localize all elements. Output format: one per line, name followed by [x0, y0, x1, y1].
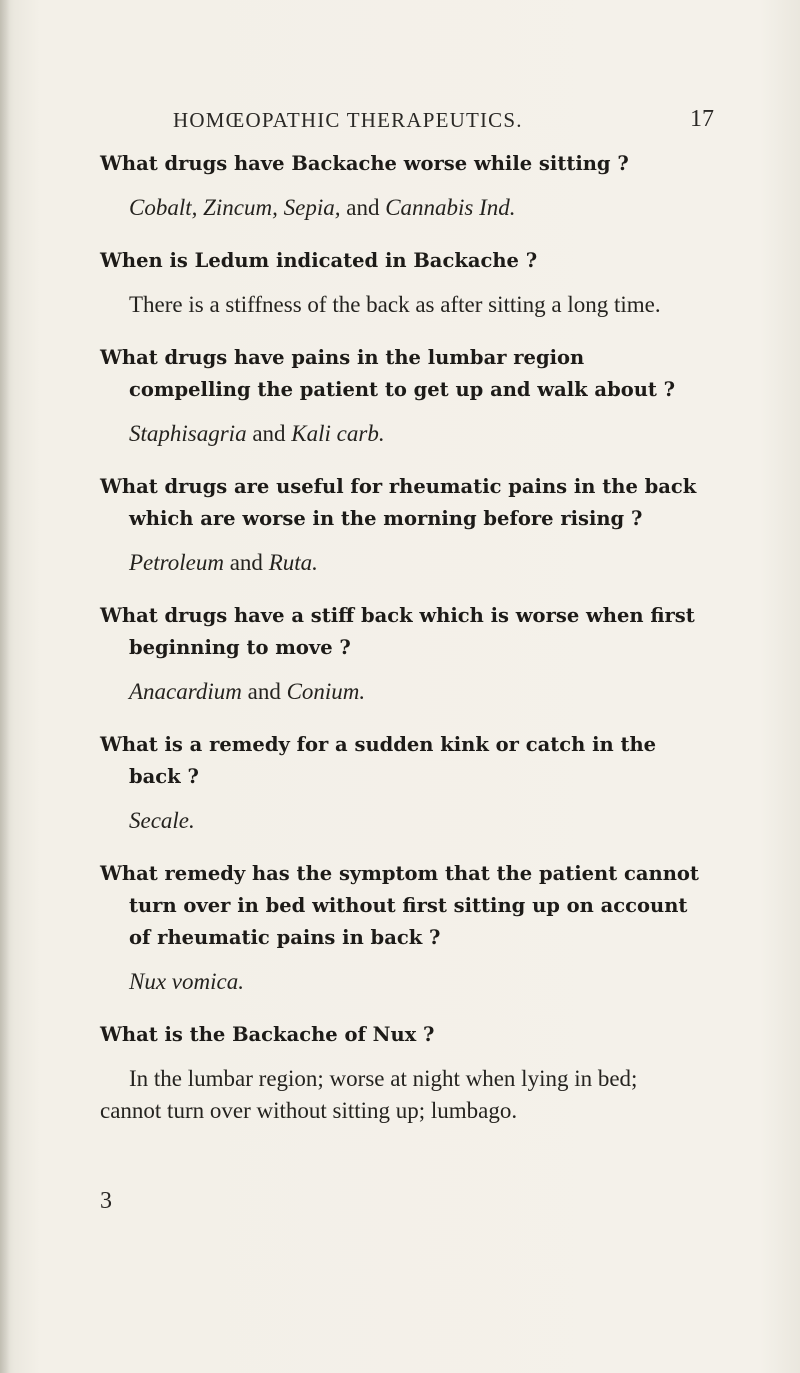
answer-8: [100, 1063, 700, 1127]
question-3: What drugs have pains in the lumbar region compelling the patient to get up and walk about ?: [100, 346, 676, 401]
answer-7-part-1: Nux vomica.: [129, 969, 244, 994]
answer-2: [100, 289, 700, 321]
answer-4-part-3: Ruta.: [268, 550, 318, 575]
answer-4-part-1: Petroleum: [129, 550, 224, 575]
signature-mark: 3: [100, 1188, 112, 1214]
question-5: What drugs have a stiff back which is worse when first beginning to move ?: [100, 604, 695, 659]
gutter-shadow: [0, 0, 10, 1373]
answer-7: [100, 966, 700, 998]
answer-3-part-1: Staphisagria: [129, 421, 247, 446]
qa-content: [100, 148, 700, 1148]
running-head: HOMŒOPATHIC THERAPEUTICS.: [173, 108, 523, 132]
page-number: 17: [690, 106, 714, 132]
question-4: What drugs are useful for rheumatic pains in the back which are worse in the morning before rising ?: [100, 475, 697, 530]
answer-6: [100, 805, 700, 837]
answer-5: [100, 676, 700, 708]
answer-1-part-3: Cannabis Ind.: [385, 195, 516, 220]
page-header: [0, 108, 800, 140]
answer-3-part-3: Kali carb.: [291, 421, 385, 446]
question-6: What is a remedy for a sudden kink or catch in the back ?: [100, 733, 657, 788]
answer-4: [100, 547, 700, 579]
answer-4-part-2: and: [223, 550, 269, 575]
answer-3: [100, 418, 700, 450]
answer-1: [100, 192, 700, 224]
question-2: When is Ledum indicated in Backache ?: [100, 249, 538, 272]
question-1: What drugs have Backache worse while sitting ?: [100, 152, 629, 175]
answer-5-part-1: Anacardium: [129, 679, 242, 704]
question-7: What remedy has the symptom that the patient cannot turn over in bed without first sitting up on account of rheumatic pains in back ?: [100, 862, 699, 949]
answer-8-part-1: In the lumbar region; worse at night when lying in bed; cannot turn over without sitting up; lumbago.: [100, 1066, 638, 1123]
question-8: What is the Backache of Nux ?: [100, 1023, 435, 1046]
answer-5-part-3: Conium.: [286, 679, 366, 704]
answer-1-part-1: Cobalt, Zincum, Sepia,: [129, 195, 341, 220]
answer-1-part-2: and: [340, 195, 386, 220]
answer-5-part-2: and: [241, 679, 287, 704]
answer-6-part-1: Secale.: [129, 808, 195, 833]
answer-3-part-2: and: [246, 421, 292, 446]
answer-2-part-1: There is a stiffness of the back as after sitting a long time.: [129, 292, 661, 317]
